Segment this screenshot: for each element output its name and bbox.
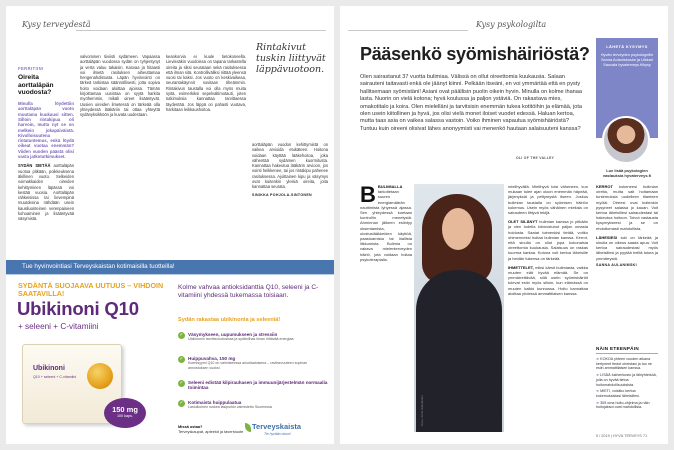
- arrow-icon: ➜: [596, 389, 601, 394]
- column-text: kokeneesi bulimian oireita, mutta sait hoitamaan tuntemuksia uudelleen tilanteen myötä. Oireesi ovat kuitenkin pysyneet salassa jo kauan. Voit kertoa läheisillesi sairaudestasi tai hakeutua hoitoon. Toivot vastausta kysymykseesi ja se on ehdottomasti mahdollista.: [596, 184, 658, 231]
- answer-column-1: [360, 184, 412, 262]
- tip-item: [596, 357, 658, 371]
- check-icon: ✓: [179, 332, 184, 338]
- tip-item: [596, 373, 658, 387]
- dose-strength: 150 mg: [112, 405, 138, 414]
- arrow-icon: ➜: [596, 357, 601, 361]
- tips-rule: [596, 353, 658, 354]
- author-signature: SANNA AULANIMSKI: [596, 262, 637, 267]
- where-question: Missä ostaa?: [178, 424, 203, 429]
- product-name: Ubikinoni Q10: [17, 298, 139, 319]
- answer-column-3: [596, 184, 658, 268]
- check-icon: ✓: [179, 400, 184, 406]
- text-column-4: [252, 142, 328, 198]
- ad-callout: Sydän rakastaa ubikinonia ja seleeniä!: [178, 317, 281, 323]
- check-icon: ✓: [179, 380, 184, 386]
- right-page: [340, 6, 668, 444]
- column-4-text: aorttaläpän vuodon kehittymistä on vaikea arvioida etukäteen. Hoitona voidaan käyttää lääkehoitoa, joka vähentää sydämen kuormitusta. Kannattaa hakeutua lääkärin arvioon, jos vointi heikkenee, tai jos rintakipu pahenee rasituksessa. Ajoittainen kipu ja väsymys ovat kuitenkin yleisiä oireita, joita kannattaa seurata.: [252, 142, 329, 190]
- faq-tag: FERRITIINI: [18, 66, 44, 71]
- ask-text: Hyvän terveyden psykologeille Sanna Aulaniskoske ja Ulkkari Sauvala hyvaterveys.fi/kysy: [600, 52, 654, 67]
- ad-bullet: [178, 400, 328, 410]
- bullet-text: Lasiulkoinen ruskea lasipurkki valmistettu Suomessa: [188, 405, 272, 410]
- reader-question: Olen sairastanut 37 vuotta bulimiaa. Välissä on ollut oireettomia kuukausia. Salaan sairauteni taitavasti enkä ole jäänyt kiinni. Pelkään itseäni, en voi ymmärtää että en pysty hallitsemaan syömistäni! Asiani ovat päällisin puolin oikein hyvin. Minulla on kolme ihanaa lasta. Nuorin on vielä kotona; hyvä koulussa ja paljon ystäviä. On rakastava mies, omakotitalo ja koira. Olen mielelläni ja tarvitsisin enemmän tukea kotitöihin ja elämää, jota olen usein kiitollinen ja hyvä, jos olisi vielä monet iloiset vuodet edessä. Haluan kertoa, mutta taas asia on vaikea salassa vastoin. Voiko ihminen vapautua syömishäiriöstä? Tuntuu kuin oireeni olisivat lähes anonyymisti vai menenkö hautaan salaisuuteni kanssa?: [360, 74, 583, 132]
- pull-quote: Rintakivut tuskin liittyvät läppävuotoon.: [256, 42, 326, 75]
- terveyskaista-logo[interactable]: Terveyskaista: [252, 422, 302, 431]
- where-to-buy: [178, 425, 243, 435]
- ad-kicker: SYDÄNTÄ SUOJAAVA UUTUUS – VIHDOIN SAATAVILLA!: [18, 281, 164, 298]
- psychologist-photo: [414, 184, 504, 432]
- tips-heading: NÄIN ETEENPÄIN: [596, 346, 639, 351]
- ad-bullet: [178, 380, 328, 391]
- pack-brand: Ubikinoni: [33, 365, 65, 372]
- logo-tagline: Tie hyvään oloon!: [264, 432, 291, 436]
- advertisement[interactable]: [6, 260, 334, 444]
- text-column-3: keankorvia ei kuule tietokoneella. Lievissäkin vuodoissa on tapana tarkastella oireita ja siksi seurataan sekä rasituksessa että ilman sitä. Kontrolliväliksi riittää yleensä vuosi tai kaksi. Jos vuoto on keskivaikeaa, seurantakäynnit sovitaan tiheämmin. Rintakivun taustalla voi olla myös muita syitä, esimerkiksi sepelvaltimotauti, joten tutkimuksia kannattaa tarvittaessa täydentää. Jos läppä on pahasti vuotava, harkitaan leikkaushoitoa.: [166, 54, 246, 112]
- article-headline: Pääsenkö syömishäiriöstä?: [360, 44, 590, 64]
- faq-question: Oireita aorttaläpän vuodosta?: [18, 74, 54, 97]
- answer-text: aorttaläpän vuotoa pitkään, poikkeuksena äkillinen vuoto. Selkeiden voimakkaiden oireiden kehittyminen läpässä voi kestää vuosia. Aorttaläpän rahkeisissa tai lievempinä muutoksina nähdään usein kausiluonteinen verenpaineen kohoaminen ja lisääntyvää väsymistä.: [18, 163, 74, 222]
- column-lead: KERROT: [596, 184, 613, 189]
- header-rule: [76, 30, 326, 31]
- column-lead: BULIMIALLA: [377, 184, 403, 189]
- section-title: Kysy terveydestä: [22, 20, 91, 29]
- psychologist-portrait: [602, 116, 650, 164]
- photo-clothing: [416, 270, 502, 432]
- question-credit: OLI OF THE VALLEY: [516, 156, 555, 160]
- column-text: mielihyvällä. Mielihyvä toisi väheneen, kun mukaan tulee ajan oloon enemmän häpeää, järjenyksiä ja pettymystä itseen. Joskus bulimian taustalla on syömisen häiriön kokemus. Usein myös vähäinen mieliala on sairauteen liittyvä tekijä.: [508, 184, 588, 216]
- photo-credit: Kuva: Anne Kilpeläinen: [420, 395, 424, 426]
- ad-band: Tue hyvinvointiasi Terveyskaistan kotimaisilla tuotteilla!: [6, 260, 334, 274]
- page-folio: 5 / 2019 | HYVÄ TERVEYS 71: [596, 434, 648, 438]
- pack-subtitle: Q10 + seleeni + C-vitamiini: [33, 375, 77, 379]
- bullet-text: Koentsyymi Q10 on valmisteessa ainutlaatuisena – ravitsevuuteen sopivan annostuksen vuoksi: [188, 361, 308, 370]
- column-text: tarkoitetaan suuren energiamäärän nauttimista lyhyessä ajassa. Sen yhteydessä koetaan kontrollin menetystä. Ahminnan jälkeen esiintyy oksentamista, ulostuslääkkeiden käyttöä, paastoamista tai liiallista liikkumista. Bulimia on vakava mielenterveyden häiriö, jota voidaan hoitaa psykoterapialla.: [360, 189, 412, 262]
- dose-badge: [104, 398, 146, 428]
- dose-count: 100 kaps.: [117, 414, 133, 418]
- bullet-title: Kotimaista huippulaatua: [188, 400, 242, 405]
- ad-bullet: [178, 356, 328, 370]
- header-rule: [348, 30, 468, 31]
- drop-cap: B: [360, 182, 376, 207]
- column-text: tuki on tärkeää ja sinulla on oikeus saada apua. Voit kertoa sairaudestasi myös läheisillesi ja pyytää heiltä tukea ja ymmärrystä.: [596, 234, 658, 261]
- ad-title: Kolme vahvaa antioksidanttia Q10, seleeni ja C-vitamiini yhdessä tukemassa toisiaan.: [178, 284, 319, 300]
- answer-column-2: [508, 184, 588, 296]
- section-title: Kysy psykologilta: [476, 20, 547, 29]
- faq-lead: Minulla löydettiin aorttaläpän vuoto muutama kuukausi sitten. Silloin rintakipua oli harvoin, mutta nyt se on melkein jokapäiväistä. Kivulloisuutena rintatuntemus, enkä löydä oikeat vuotaa enemmän? Viiden vuoden päästä olisi vasta jatkotutkimukset.: [18, 101, 74, 160]
- where-answer: Terveyskaupat, apteekit ja taverstuote: [178, 428, 244, 434]
- bullet-title: Huippuvahva, 150 mg: [188, 356, 236, 361]
- photo-face: [442, 208, 474, 250]
- check-icon: ✓: [179, 356, 184, 362]
- text-column-2: valvominen tiiviisti sydämeen. Vapaassa aorttaläpän vuodossa sydän on tyhjentynyt ja verta valuu takaisin. Kasvaa ja hitaasti voi ilmetä rasituksen aiheuttamaa hengenahdistusta. Läpän hyvinvointi on tärkeä tarkistaa säännöllisesti, jotta sopiva hoito voidaan aloittaa ajoissa. Tämän kirjoittamaa uusintaa on syytä harkita myöhemmin, mikäli oireet lisääntyvät. Uusien oireiden ilmetessä on tärkeää olla yhteydessä lääkäriin tai ottaa yhteyttä sydänyksikköön ja kuvata uudestaan.: [80, 54, 160, 118]
- faq-column: [18, 66, 74, 222]
- left-page: [6, 6, 334, 444]
- tip-item: [596, 401, 658, 410]
- ad-bullet: [178, 332, 328, 342]
- answer-signature: SYDÄN SIETÄÄ: [18, 163, 51, 169]
- bullet-text: Ubikinonin tarvitta kudosissa ja sydänlihas ilman riittävää energiaa: [188, 337, 294, 342]
- tips-list: [596, 357, 658, 412]
- leaf-icon: [245, 423, 251, 432]
- author-signature: SINIKKA POHJOLA-SINTONEN: [252, 192, 312, 197]
- column-text: miksi kärsit bulimiasta, vaikka muuten elät hyvää elämää. Se on ymmärrettävää, sillä usein syömishäiriöt tulevat esiin myös silloin, kun elämässä on muuten kaikki kunnossa. Hoito kannattaa aloittaa yhdessä ammattilaisen kanssa.: [508, 264, 588, 296]
- ad-band-line: [6, 274, 334, 275]
- portrait-caption: Lue lisää psykologien vastauksia hyvaterveys.fi: [602, 168, 652, 178]
- tip-text: KOKOA yhteen vuoden aikana kertyneet tiedot oireistasi ja tuo ne esiin ammattilaisen kanssa.: [596, 357, 652, 371]
- tip-text: LISÄÄ tukiverkosto ja lähiyhteisöä, jolla on hyvää tietoa hoitomahdollisuuksista.: [596, 373, 657, 387]
- column-lead: LÄHESIESI: [596, 234, 618, 240]
- arrow-icon: ➜: [596, 373, 601, 378]
- column-lead: OLET SILÄNYT: [508, 219, 538, 225]
- column-text: bulimian kanssa jo pitkään ja olen todella kiinnostunut paljon omasta hoidosta. Saatat toimenkisi tietää, voitko ohimenneksi hoitaa bulimian kanssa. Kerrot, että sinulla on ollut jopa kokonaisia oireettomia kuukausia. Salaisuus on raskas kuorma kantaa. Kotona voit kertoa läheisille ja heidän tukensa on tärkeää.: [508, 219, 589, 261]
- tip-item: [596, 389, 658, 398]
- bullet-title: Seleeni edistää kilpirauhasen ja immuunijärjestelmän normaalia toimintaa: [188, 380, 328, 391]
- ask-label: LÄHETÄ KYSYMYS: [606, 44, 648, 49]
- product-subtitle: + seleeni + C-vitamiini: [18, 322, 99, 331]
- bullet-title: Väsymykseen, uupumukseen ja stressiin: [188, 332, 278, 337]
- tip-text: MIETI, voisitko kertoa kokemuksistasi läheisillesi.: [596, 389, 640, 398]
- tip-text: 305 oma hoito-ohjelma ja näin hoitojaksot ovat mahdollisia.: [596, 400, 650, 410]
- arrow-icon: ➜: [596, 400, 601, 405]
- column-lead: IHMETTELET,: [508, 264, 534, 270]
